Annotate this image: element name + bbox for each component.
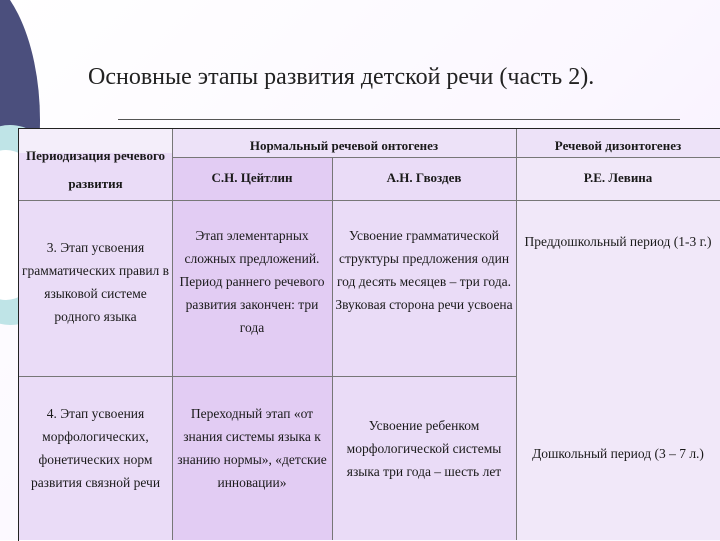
row-divider [172, 157, 720, 158]
tseitlin-stage-3-cell: Этап элементарных сложных предложений. Период раннего речевого развития закончен: три года [179, 228, 325, 335]
gvozdev-stage-4-cell: Усвоение ребенком морфологической системы языка три года – шесть лет [346, 418, 502, 479]
row-divider [19, 200, 720, 201]
slide-title: Основные этапы развития детской речи (часть 2). [88, 64, 595, 90]
gvozdev-stage-3-cell: Усвоение грамматической структуры предложения один год десять месяцев – три года. Звуковая сторона речи усвоена [335, 228, 513, 312]
levina-preschool-cell: Дошкольный период (3 – 7 л.) [532, 446, 704, 461]
title-underline [118, 119, 680, 120]
stage-column-header: Периодизация речевого развития [25, 148, 166, 191]
author-gvozdev: А.Н. Гвоздев [386, 170, 462, 185]
dysontogenesis-header: Речевой дизонтогенез [554, 138, 682, 153]
normal-ontogenesis-header: Нормальный речевой онтогенез [249, 138, 439, 153]
col-divider [332, 158, 333, 540]
col-divider [172, 129, 173, 540]
author-tseitlin: С.Н. Цейтлин [211, 170, 293, 185]
row-divider [19, 376, 516, 377]
col-divider [516, 129, 517, 540]
author-levina: Р.Е. Левина [583, 170, 653, 185]
levina-preschool-early-cell: Преддошкольный период (1-3 г.) [524, 234, 712, 249]
stage-4-cell: 4. Этап усвоения морфологических, фонетических норм развития связной речи [30, 406, 161, 490]
tseitlin-stage-4-cell: Переходный этап «от знания системы языка к знанию нормы», «детские инновации» [177, 406, 327, 490]
stage-3-cell: 3. Этап усвоения грамматических правил в языковой системе родного языка [21, 240, 170, 324]
